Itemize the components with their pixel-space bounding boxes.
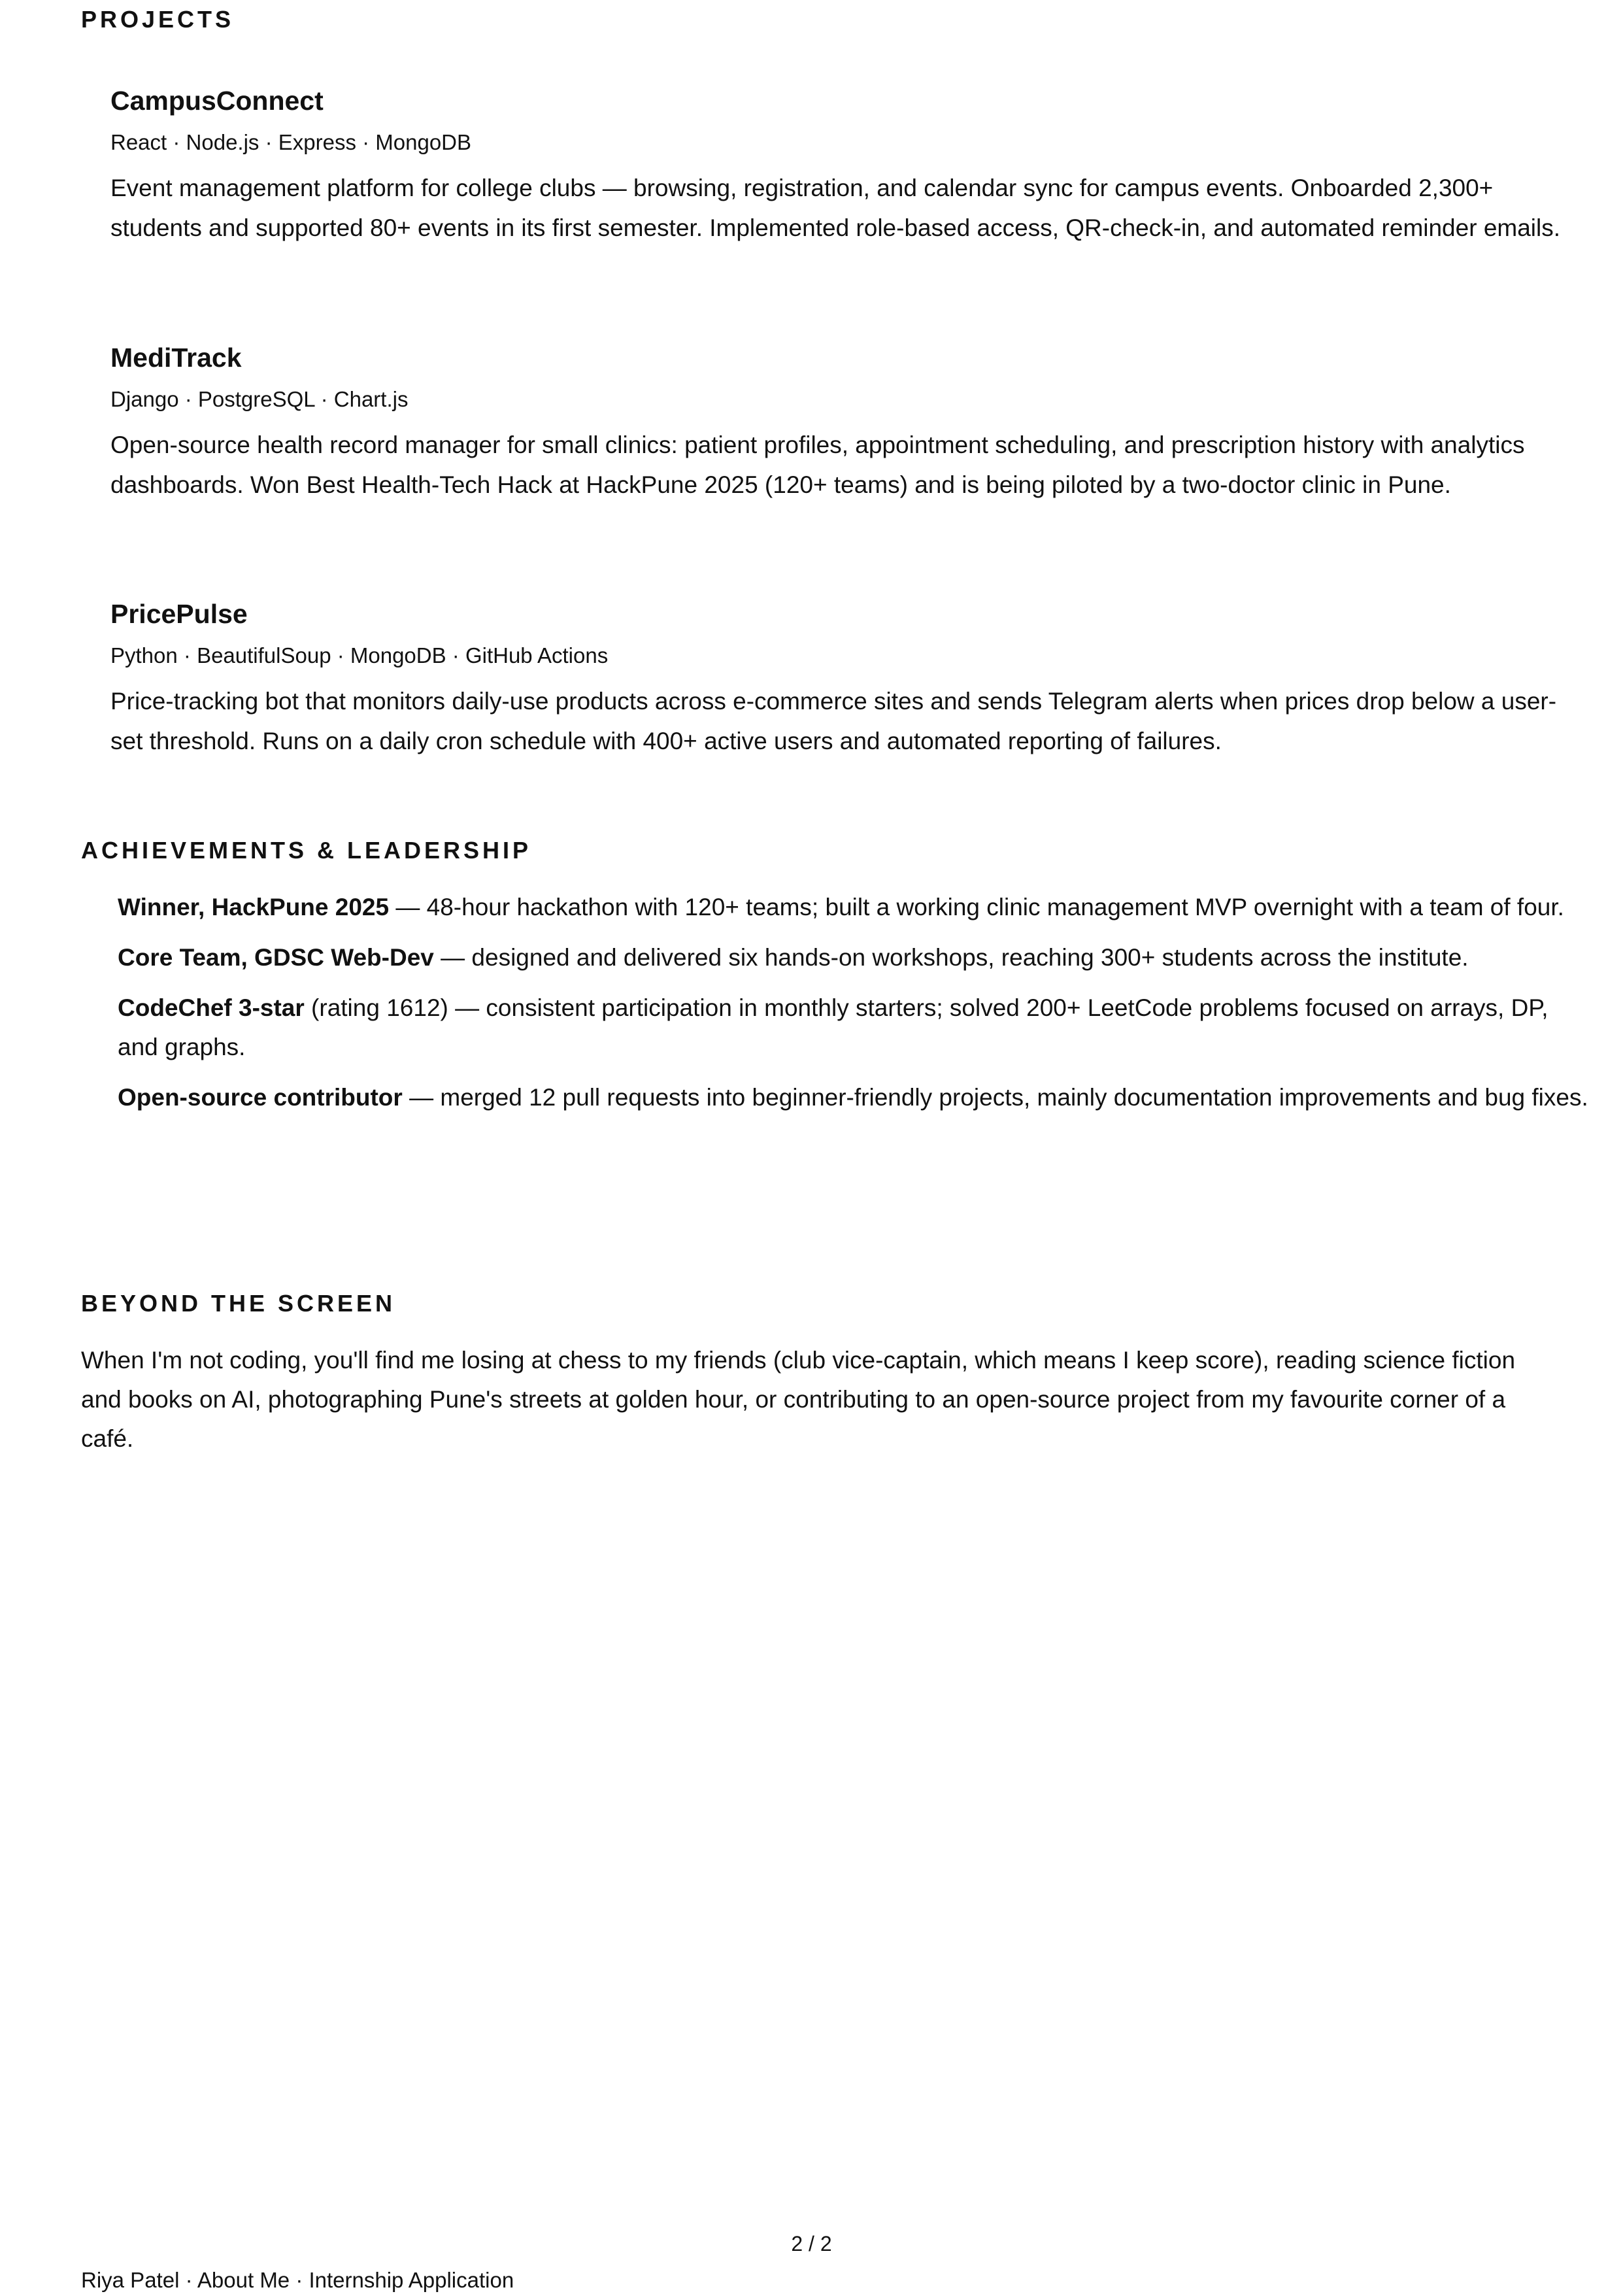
project-tech-stack: React · Node.js · Express · MongoDB — [110, 130, 472, 154]
project-title: CampusConnect — [110, 86, 324, 116]
achievement-title: Core Team, GDSC Web-Dev — [118, 944, 434, 971]
page-number: 2 / 2 — [791, 2232, 832, 2255]
achievement-item — [118, 888, 1595, 927]
project-item — [110, 345, 1623, 505]
achievement-detail: — merged 12 pull requests into beginner-friendly projects, mainly documentation improvements and bug fixes. — [402, 1084, 1588, 1111]
achievement-item — [118, 938, 1595, 977]
achievements-list — [118, 888, 1595, 1128]
project-description: Open-source health record manager for small clinics: patient profiles, appointment scheduling, and prescription history with analytics dashboards. Won Best Health-Tech Hack at HackPune 2025 (120+ teams) and is being piloted by a two-doctor clinic in Pune. — [110, 431, 1525, 498]
project-tech-stack: Python · BeautifulSoup · MongoDB · GitHub Actions — [110, 643, 609, 667]
achievement-detail: — designed and delivered six hands-on workshops, reaching 300+ students across the institute. — [433, 944, 1469, 971]
achievement-title: Open-source contributor — [118, 1084, 403, 1111]
project-title: PricePulse — [110, 599, 248, 629]
project-description: Event management platform for college clubs — browsing, registration, and calendar sync for campus events. Onboarded 2,300+ students and supported 80+ events in its first semester. Implemented role-based access, QR-check-in, and automated reminder emails. — [110, 175, 1561, 241]
project-item — [110, 601, 1623, 761]
achievements-heading: ACHIEVEMENTS & LEADERSHIP — [81, 837, 532, 864]
page-footer: Riya Patel · About Me · Internship Application — [81, 2268, 514, 2292]
project-description: Price-tracking bot that monitors daily-use products across e-commerce sites and sends Telegram alerts when prices drop below a user-set threshold. Runs on a daily cron schedule with 400+ active users and automated reporting of failures. — [110, 688, 1557, 754]
achievement-title: CodeChef 3-star — [118, 994, 305, 1021]
achievement-title: Winner, HackPune 2025 — [118, 894, 390, 920]
achievement-item — [118, 988, 1595, 1067]
achievement-detail: (rating 1612) — consistent participation in monthly starters; solved 200+ LeetCode problems focused on arrays, DP, and graphs. — [118, 994, 1548, 1060]
projects-heading: PROJECTS — [81, 6, 235, 33]
project-item — [110, 88, 1623, 248]
achievement-item — [118, 1078, 1595, 1117]
beyond-the-screen-heading: BEYOND THE SCREEN — [81, 1290, 396, 1317]
project-tech-stack: Django · PostgreSQL · Chart.js — [110, 387, 409, 411]
achievement-detail: — 48-hour hackathon with 120+ teams; built a working clinic management MVP overnight with a team of four. — [389, 894, 1564, 920]
beyond-the-screen-paragraph: When I'm not coding, you'll find me losing at chess to my friends (club vice-captain, which means I keep score), reading science fiction and books on AI, photographing Pune's streets at golden hour, or contributing to an open-source project from my favourite corner of a café. — [81, 1347, 1516, 1452]
project-title: MediTrack — [110, 343, 242, 373]
